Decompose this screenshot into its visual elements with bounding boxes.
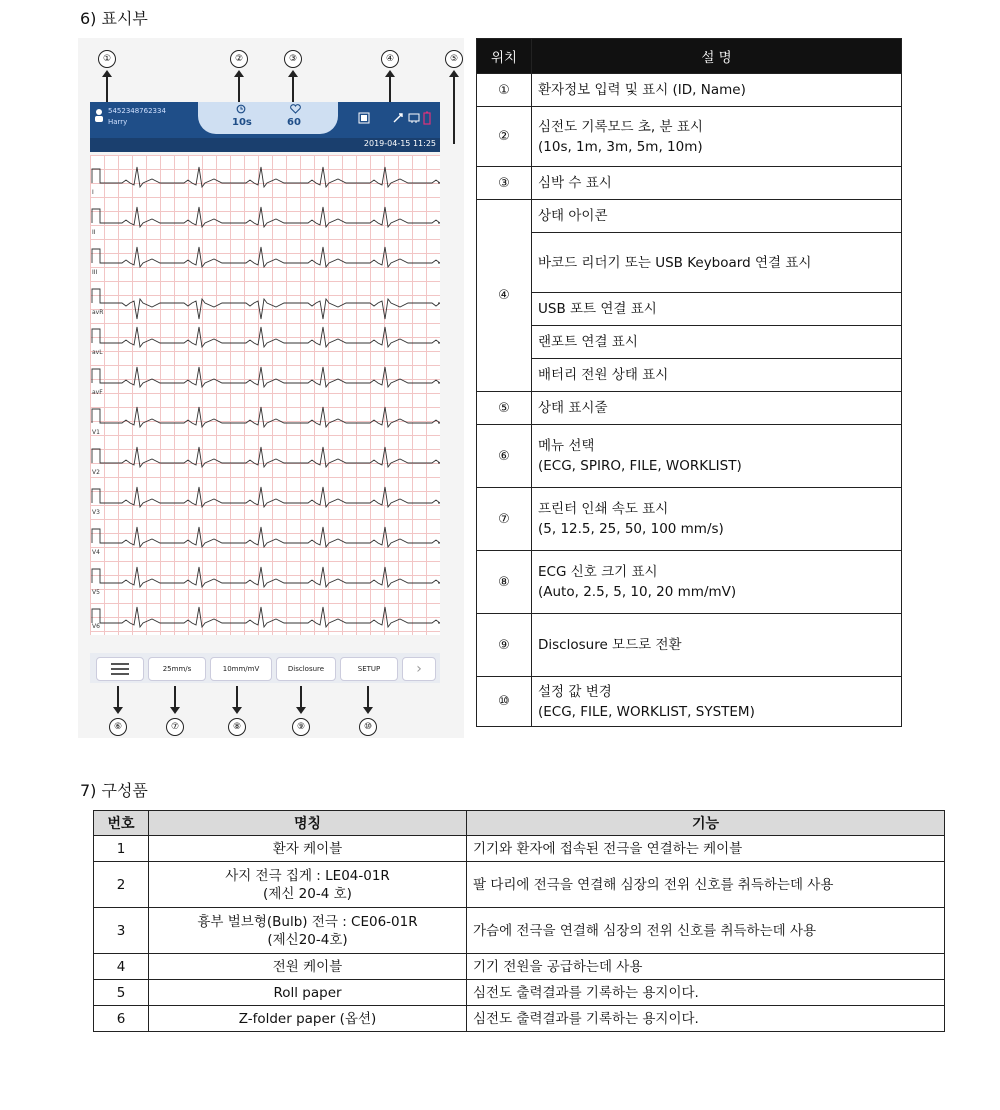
legend-desc xyxy=(532,677,902,727)
lead-label: avF xyxy=(92,389,103,396)
arrow-3 xyxy=(292,76,294,102)
lan-icon xyxy=(408,112,420,124)
chevron-right-icon: › xyxy=(416,661,422,677)
lead-label: I xyxy=(92,189,94,196)
section-7-title: 7) 구성품 xyxy=(80,781,148,800)
marker-7: ⑦ xyxy=(166,718,184,736)
legend-header-desc: 설 명 xyxy=(532,39,902,74)
legend-header-pos: 위치 xyxy=(477,39,532,74)
lead-label: avL xyxy=(92,349,103,356)
legend-desc: 배터리 전원 상태 표시 xyxy=(532,359,902,392)
legend-desc: USB 포트 연결 표시 xyxy=(532,293,902,326)
ecg-traces xyxy=(90,155,440,635)
parts-no: 6 xyxy=(94,1006,149,1032)
arrow-5 xyxy=(453,76,455,144)
arrow-1 xyxy=(106,76,108,102)
bottom-menu-bar xyxy=(90,653,440,683)
legend-pos: ⑥ xyxy=(477,425,532,488)
arrow-6 xyxy=(117,686,119,708)
hamburger-icon xyxy=(111,663,129,675)
record-tab xyxy=(198,102,338,134)
parts-name xyxy=(149,862,467,908)
name-line: (제신 20-4 호) xyxy=(263,885,352,902)
lead-label: V5 xyxy=(92,589,100,596)
legend-desc: 심박 수 표시 xyxy=(532,167,902,200)
ecg-grid xyxy=(90,155,440,635)
lead-label: avR xyxy=(92,309,104,316)
lead-label: III xyxy=(92,269,98,276)
ecg-device-screenshot xyxy=(78,38,464,738)
marker-10: ⑩ xyxy=(359,718,377,736)
desc-line: (10s, 1m, 3m, 5m, 10m) xyxy=(538,138,703,155)
user-icon xyxy=(94,108,104,122)
parts-func: 팔 다리에 전극을 연결해 심장의 전위 신호를 취득하는데 사용 xyxy=(467,862,945,908)
marker-2: ② xyxy=(230,50,248,68)
arrow-9 xyxy=(300,686,302,708)
ecg-trace-V5 xyxy=(92,567,440,587)
patient-id[interactable]: 5452348762334 xyxy=(108,107,166,115)
gain-button[interactable]: 10mm/mV xyxy=(210,657,272,681)
desc-line: (ECG, FILE, WORKLIST, SYSTEM) xyxy=(538,703,755,720)
parts-header-func: 기능 xyxy=(467,811,945,836)
ecg-trace-V1 xyxy=(92,407,440,427)
name-line: 흉부 벌브형(Bulb) 전극 : CE06-01R xyxy=(197,913,418,930)
legend-pos: ③ xyxy=(477,167,532,200)
lead-label: V1 xyxy=(92,429,100,436)
menu-button[interactable] xyxy=(96,657,144,681)
legend-pos: ⑩ xyxy=(477,677,532,727)
legend-desc: Disclosure 모드로 전환 xyxy=(532,614,902,677)
desc-line: (Auto, 2.5, 5, 10, 20 mm/mV) xyxy=(538,584,737,600)
legend-desc xyxy=(532,488,902,551)
legend-table xyxy=(476,38,902,727)
arrow-10 xyxy=(367,686,369,708)
legend-desc xyxy=(532,425,902,488)
desc-line: (ECG, SPIRO, FILE, WORKLIST) xyxy=(538,458,742,474)
legend-desc: 바코드 리더기 또는 USB Keyboard 연결 표시 xyxy=(532,233,902,293)
status-bar xyxy=(90,138,440,152)
legend-desc: 상태 표시줄 xyxy=(532,392,902,425)
parts-no: 3 xyxy=(94,908,149,954)
desc-line: 프린터 인쇄 속도 표시 xyxy=(538,501,669,517)
setup-button[interactable]: SETUP xyxy=(340,657,398,681)
ecg-trace-avF xyxy=(92,367,440,387)
disclosure-button[interactable]: Disclosure xyxy=(276,657,336,681)
parts-name xyxy=(149,908,467,954)
parts-func: 기기 전원을 공급하는데 사용 xyxy=(467,954,945,980)
ecg-trace-V6 xyxy=(92,607,440,627)
battery-icon xyxy=(423,111,431,125)
arrow-7 xyxy=(174,686,176,708)
legend-pos: ⑨ xyxy=(477,614,532,677)
timer-icon xyxy=(236,104,246,114)
lead-label: V3 xyxy=(92,509,100,516)
marker-6: ⑥ xyxy=(109,718,127,736)
legend-desc xyxy=(532,107,902,167)
desc-line: 메뉴 선택 xyxy=(538,438,595,454)
parts-name: 전원 케이블 xyxy=(149,954,467,980)
legend-desc: 환자정보 입력 및 표시 (ID, Name) xyxy=(532,74,902,107)
parts-no: 4 xyxy=(94,954,149,980)
legend-desc: 랜포트 연결 표시 xyxy=(532,326,902,359)
lead-label: V4 xyxy=(92,549,100,556)
ecg-trace-avL xyxy=(92,327,440,347)
ecg-trace-V2 xyxy=(92,447,440,467)
legend-pos: ⑧ xyxy=(477,551,532,614)
ecg-trace-III xyxy=(92,247,440,267)
datetime: 2019-04-15 11:25 xyxy=(363,139,436,148)
parts-func: 심전도 출력결과를 기록하는 용지이다. xyxy=(467,980,945,1006)
desc-line: 설정 값 변경 xyxy=(538,683,612,700)
parts-no: 1 xyxy=(94,836,149,862)
barcode-icon xyxy=(358,112,370,124)
ecg-trace-I xyxy=(92,167,440,187)
ecg-trace-V3 xyxy=(92,487,440,507)
heart-rate: 60 xyxy=(287,117,301,128)
arrow-8 xyxy=(236,686,238,708)
parts-name: Roll paper xyxy=(149,980,467,1006)
name-line: (제신20-4호) xyxy=(267,931,348,948)
next-button[interactable] xyxy=(402,657,436,681)
ecg-trace-II xyxy=(92,207,440,227)
heart-icon xyxy=(290,104,301,114)
parts-no: 2 xyxy=(94,862,149,908)
parts-func: 기기와 환자에 접속된 전극을 연결하는 케이블 xyxy=(467,836,945,862)
marker-5: ⑤ xyxy=(445,50,463,68)
legend-desc: 상태 아이콘 xyxy=(532,200,902,233)
ecg-trace-avR xyxy=(92,289,440,319)
desc-line: 심전도 기록모드 초, 분 표시 xyxy=(538,118,703,135)
parts-header-name: 명칭 xyxy=(149,811,467,836)
parts-table xyxy=(93,810,945,1032)
name-line: 사지 전극 집게 : LE04-01R xyxy=(225,867,390,884)
lead-label: V6 xyxy=(92,623,100,630)
patient-name[interactable]: Harry xyxy=(108,118,128,126)
legend-pos: ⑤ xyxy=(477,392,532,425)
marker-3: ③ xyxy=(284,50,302,68)
legend-desc xyxy=(532,551,902,614)
marker-4: ④ xyxy=(381,50,399,68)
desc-line: ECG 신호 크기 표시 xyxy=(538,564,658,580)
arrow-2 xyxy=(238,76,240,102)
parts-header-no: 번호 xyxy=(94,811,149,836)
lead-label: II xyxy=(92,229,96,236)
section-6-title: 6) 표시부 xyxy=(80,9,148,28)
parts-no: 5 xyxy=(94,980,149,1006)
parts-name: 환자 케이블 xyxy=(149,836,467,862)
legend-pos: ④ xyxy=(477,200,532,392)
legend-pos: ② xyxy=(477,107,532,167)
lead-label: V2 xyxy=(92,469,100,476)
ecg-trace-V4 xyxy=(92,527,440,547)
record-time[interactable]: 10s xyxy=(232,117,252,128)
legend-pos: ① xyxy=(477,74,532,107)
legend-pos: ⑦ xyxy=(477,488,532,551)
marker-8: ⑧ xyxy=(228,718,246,736)
marker-1: ① xyxy=(98,50,116,68)
parts-name: Z-folder paper (옵션) xyxy=(149,1006,467,1032)
arrow-4 xyxy=(389,76,391,102)
status-header xyxy=(90,102,440,138)
usb-icon xyxy=(392,112,404,124)
desc-line: (5, 12.5, 25, 50, 100 mm/s) xyxy=(538,521,724,537)
parts-func: 가슴에 전극을 연결해 심장의 전위 신호를 취득하는데 사용 xyxy=(467,908,945,954)
marker-9: ⑨ xyxy=(292,718,310,736)
speed-button[interactable]: 25mm/s xyxy=(148,657,206,681)
parts-func: 심전도 출력결과를 기록하는 용지이다. xyxy=(467,1006,945,1032)
